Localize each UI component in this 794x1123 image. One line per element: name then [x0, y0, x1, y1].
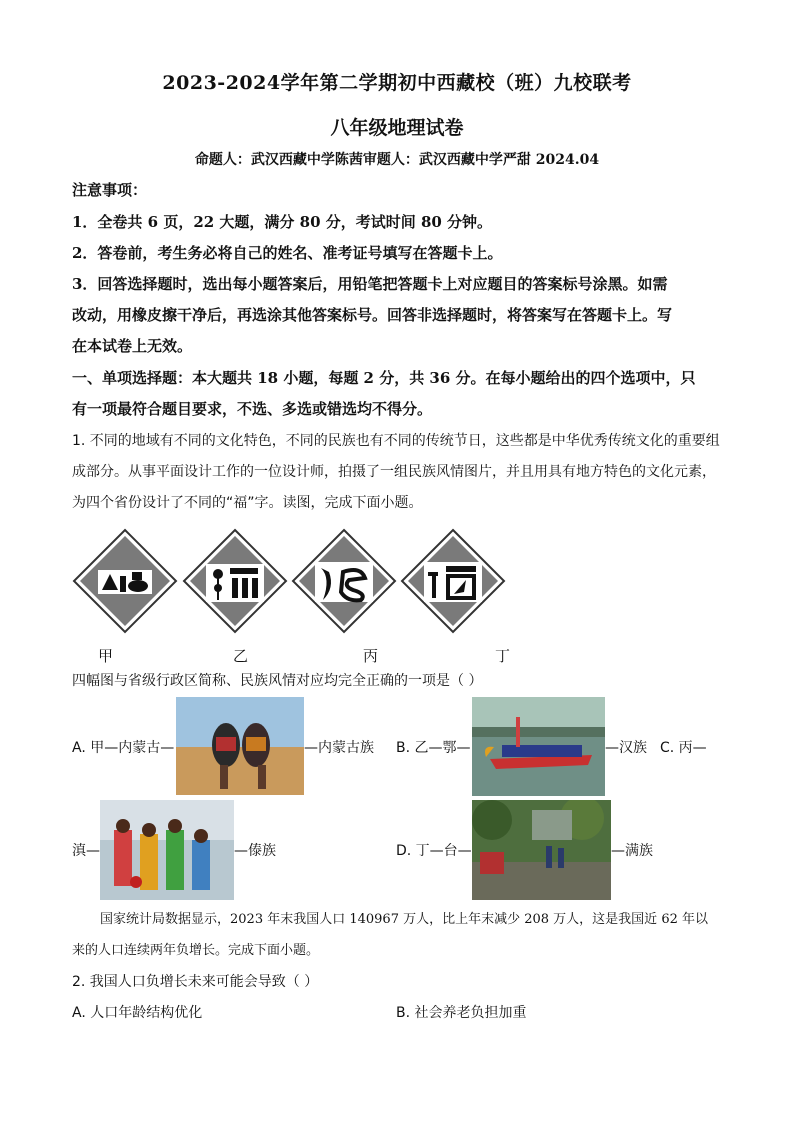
label-ding: 丁: [495, 647, 511, 665]
notice-item-1: 1．全卷共 6 页，22 大题，满分 80 分，考试时间 80 分钟。: [72, 213, 493, 231]
photo-forest-village: [472, 800, 611, 900]
q1-option-c-cont: 滇—: [72, 843, 100, 859]
q1-text-line1: 1. 不同的地域有不同的文化特色，不同的民族也有不同的传统节日，这些都是中华优秀传统文化的重要组: [72, 433, 720, 449]
fu-diamond-bing: [291, 528, 397, 634]
photo-mongolian-wrestling: [176, 697, 304, 795]
q1-text-line3: 为四个省份设计了不同的“福”字。读图，完成下面小题。: [72, 495, 423, 511]
notice-item-3-line1: 3．回答选择题时，选出每小题答案后，用铅笔把答题卡上对应题目的答案标号涂黑。如需: [72, 275, 668, 293]
q1-option-d-right: —满族: [611, 843, 653, 859]
notice-heading: 注意事项：: [72, 181, 148, 199]
q1-option-d-left: D. 丁—台—: [396, 843, 472, 859]
author-line: 命题人：武汉西藏中学陈茜审题人：武汉西藏中学严甜 2024.04: [194, 152, 600, 168]
photo-water-splashing: [100, 800, 234, 900]
q1-text-line2: 成部分。从事平面设计工作的一位设计师，拍摄了一组民族风情图片，并且用具有地方特色的文化元素，: [72, 464, 716, 480]
notice-item-3-line3: 在本试卷上无效。: [72, 337, 193, 355]
photo-dragon-boat: [472, 697, 605, 796]
q1-option-c-left: C. 丙—: [660, 740, 707, 756]
q2-option-b: B. 社会养老负担加重: [396, 1005, 527, 1021]
notice-item-3-line2: 改动，用橡皮擦干净后，再选涂其他答案标号。回答非选择题时，将答案写在答题卡上。写: [72, 306, 673, 324]
section-heading-line2: 有一项最符合题目要求，不选、多选或错选均不得分。: [72, 400, 433, 418]
label-yi: 乙: [233, 647, 249, 665]
q2-stem: 2. 我国人口负增长未来可能会导致（ ）: [72, 974, 319, 990]
fu-diamond-jia: [72, 528, 178, 634]
q1-option-c-right: —傣族: [234, 843, 276, 859]
q1-option-a-right: —内蒙古族: [304, 740, 374, 756]
q1-option-b-left: B. 乙—鄂—: [396, 740, 471, 756]
passage2-line1: 国家统计局数据显示，2023 年末我国人口 140967 万人，比上年末减少 208 万人，这是我国近 62 年以: [100, 912, 708, 927]
q2-option-a: A. 人口年龄结构优化: [72, 1005, 203, 1021]
passage2-line2: 来的人口连续两年负增长。完成下面小题。: [72, 943, 320, 958]
fu-diamond-ding: [400, 528, 506, 634]
label-jia: 甲: [98, 647, 114, 665]
notice-item-2: 2．答卷前，考生务必将自己的姓名、准考证号填写在答题卡上。: [72, 244, 503, 262]
exam-subtitle: 八年级地理试卷: [330, 117, 464, 139]
exam-title: 2023-2024学年第二学期初中西藏校（班）九校联考: [162, 72, 632, 94]
q1-option-b-right: —汉族: [605, 740, 647, 756]
section-heading-line1: 一、单项选择题：本大题共 18 小题，每题 2 分，共 36 分。在每小题给出的四个选项中，只: [72, 369, 696, 387]
q1-stem: 四幅图与省级行政区简称、民族风情对应均完全正确的一项是（ ）: [72, 673, 483, 689]
label-bing: 丙: [363, 647, 379, 665]
q1-option-a-left: A. 甲—内蒙古—: [72, 740, 175, 756]
fu-diamond-yi: [182, 528, 288, 634]
